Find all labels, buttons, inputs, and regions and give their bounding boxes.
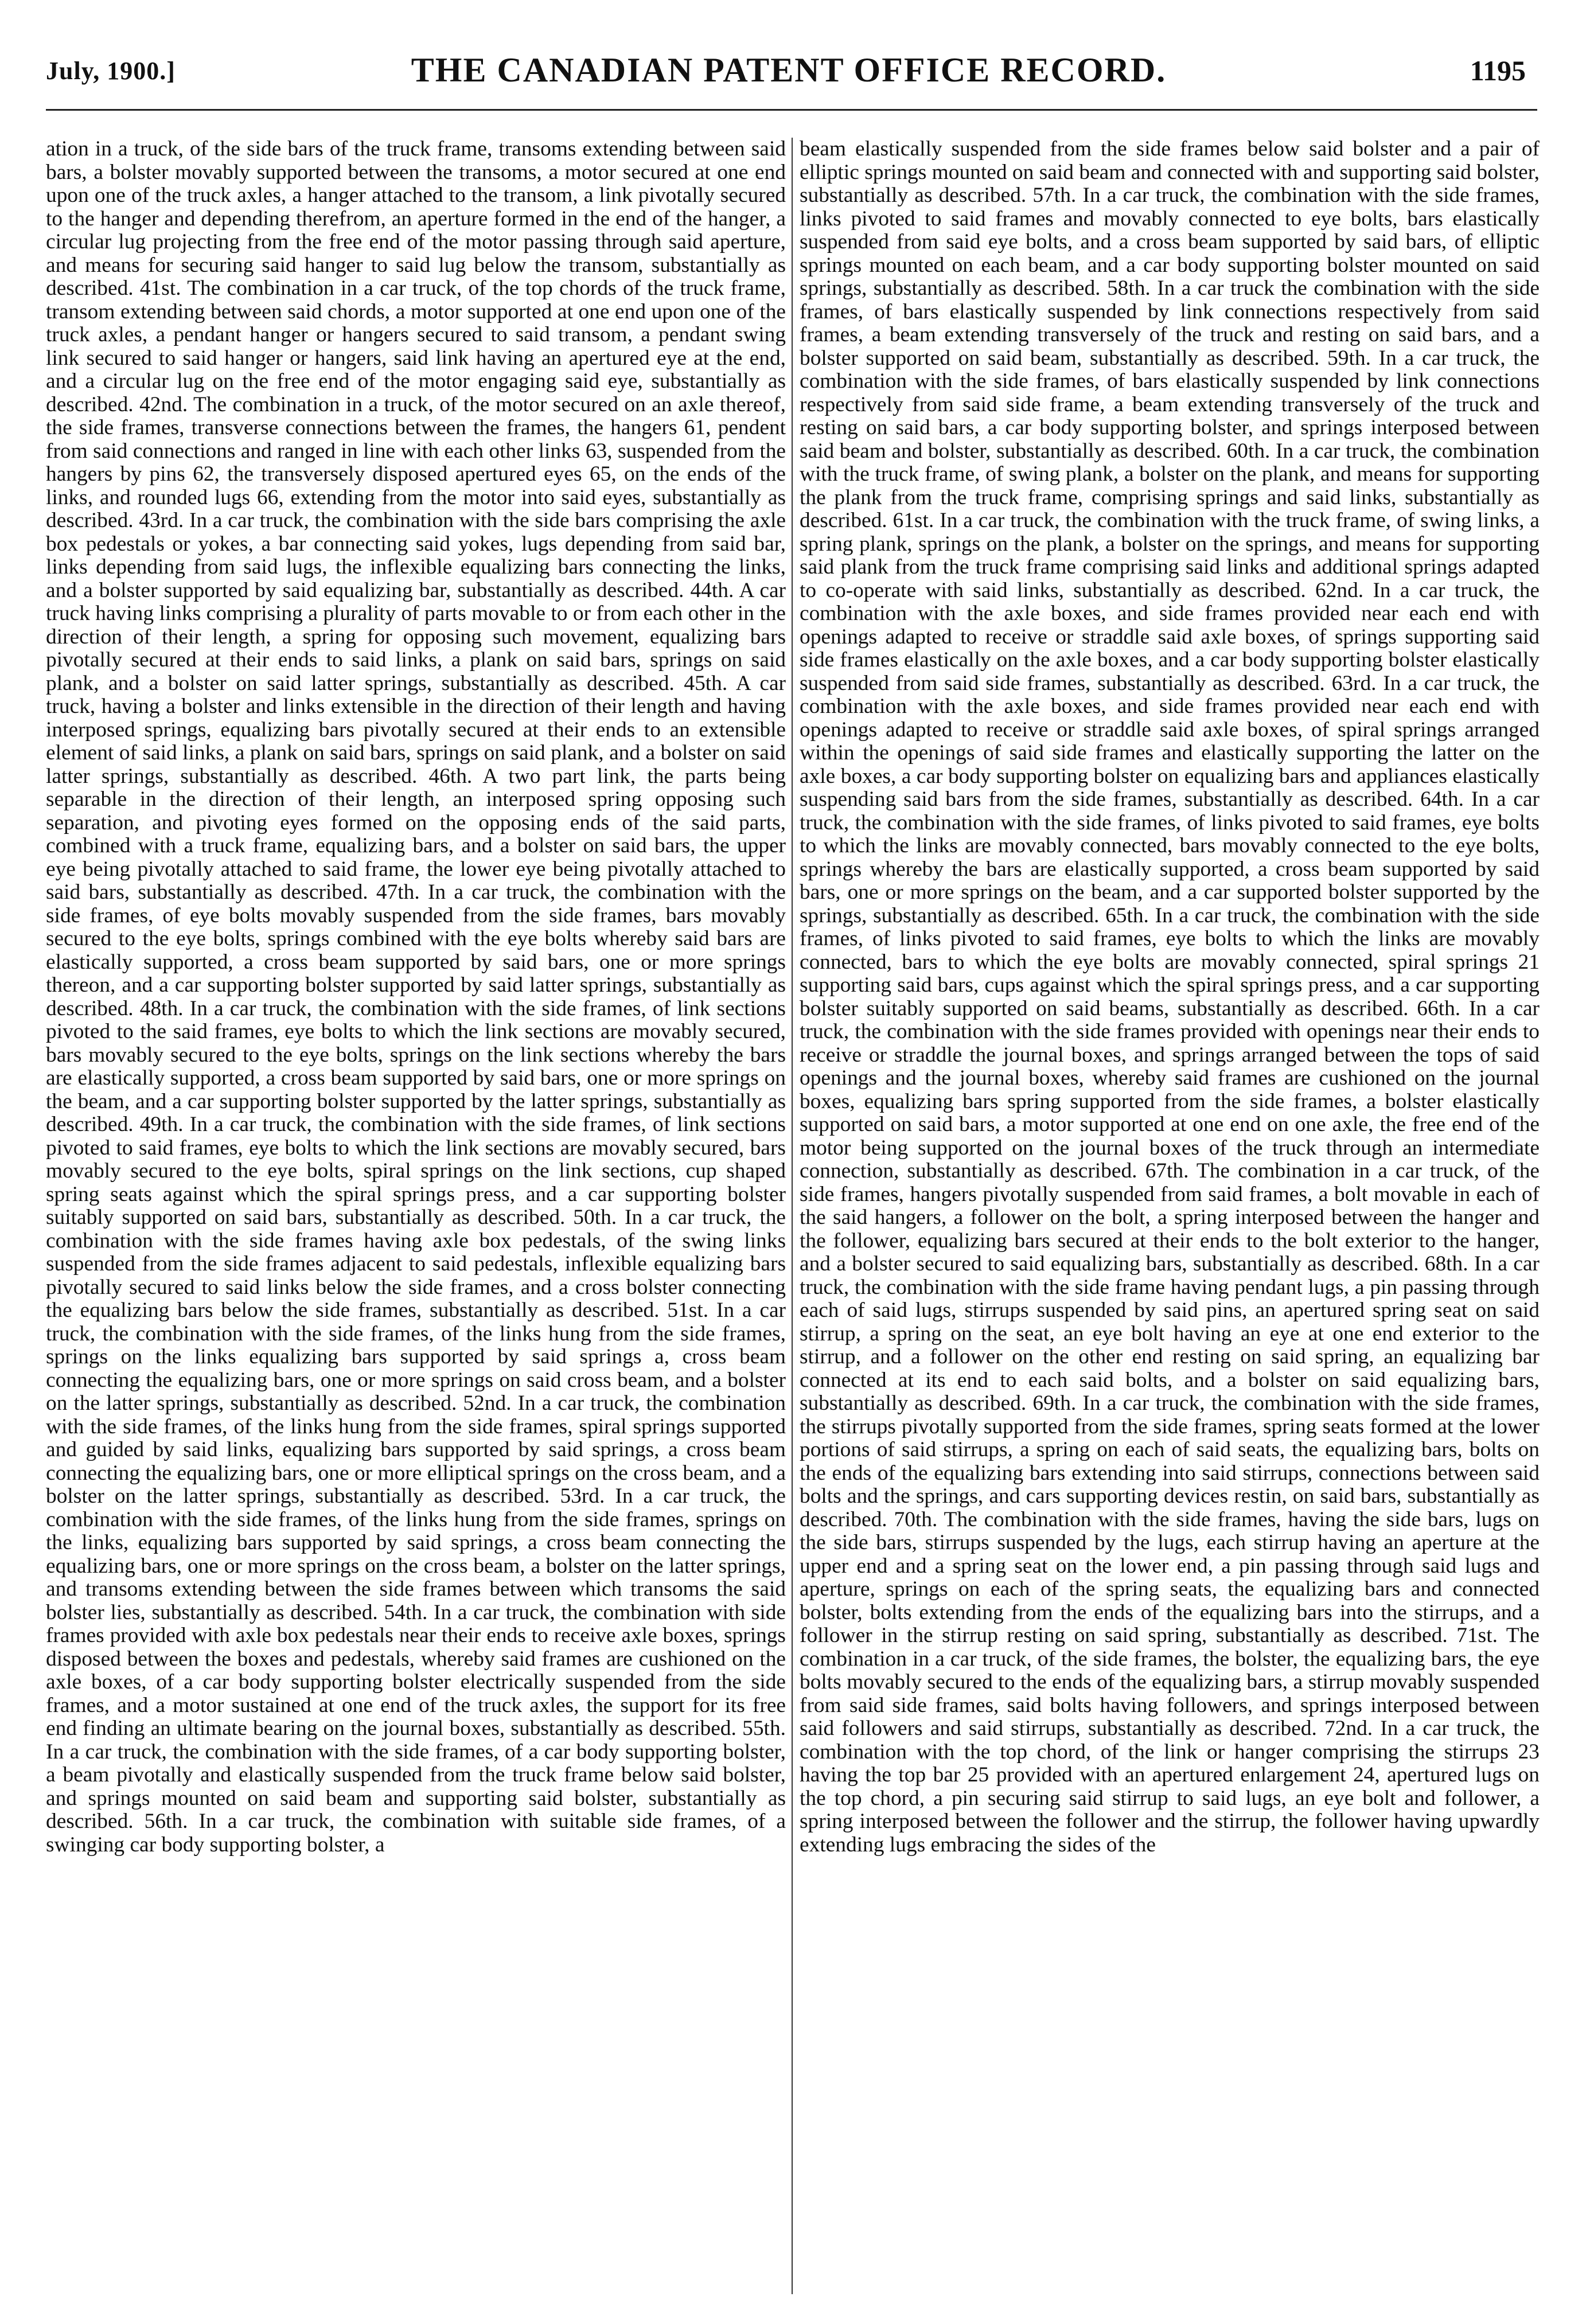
issue-date: July, 1900.]: [46, 57, 176, 85]
journal-title: THE CANADIAN PATENT OFFICE RECORD.: [411, 51, 1167, 89]
column-left-text: ation in a truck, of the side bars of the truck frame, transoms extending between said bars, a bolster movably supported between the transoms, a motor secured at one end upon one of the truck axles, a hanger attached to the transom, a link pivotally secured to the hanger and depending therefrom, an aperture formed in the end of the hanger, a circular lug projecting from the free end of the motor passing through said aperture, and means for securing said hanger to said lug below the transom, substantially as described. 41st. The combination in a car truck, of the top chords of the truck frame, transom extending between said chords, a motor supported at one end upon one of the truck axles, a pendant hanger or hangers secured to said transom, a pendant swing link secured to said hanger or hangers, said link having an apertured eye at the end, and a circular lug on the free end of the motor engaging said eye, substantially as described. 42nd. The combination in a truck, of the motor secured on an axle thereof, the side frames, transverse connections between the frames, the hangers 61, pendent from said connections and ranged in line with each other links 63, suspended from the hangers by pins 62, the transversely disposed apertured eyes 65, on the ends of the links, and rounded lugs 66, extending from the motor into said eyes, substantially as described. 43rd. In a car truck, the combination with the side bars comprising the axle box pedestals or yokes, a bar connecting said yokes, lugs depending from said bar, links depending from said lugs, the inflexible equalizing bars connecting the links, and a bolster supported by said equalizing bar, substantially as described. 44th. A car truck having links comprising a plurality of parts movable to or from each other in the direction of their length, a spring for opposing such movement, equalizing bars pivotally secured at their ends to said links, a plank on said bars, springs on said plank, and a bolster on said latter springs, substantially as described. 45th. A car truck, having a bolster and links extensible in the direction of their length and having interposed springs, equalizing bars pivotally secured at their ends to an extensible element of said links, a plank on said bars, springs on said plank, and a bolster on said latter springs, substantially as described. 46th. A two part link, the parts being separable in the direction of their length, an interposed spring opposing such separation, and pivoting eyes formed on the opposing ends of the said parts, combined with a truck frame, equalizing bars, and a bolster on said bars, the upper eye being pivotally attached to said frame, the lower eye being pivotally attached to said bars, substantially as described. 47th. In a car truck, the combination with the side frames, of eye bolts movably suspended from the side frames, bars movably secured to the eye bolts, springs combined with the eye bolts whereby said bars are elastically supported, a cross beam supported by said bars, one or more springs thereon, and a car supporting bolster supported by said latter springs, substantially as described. 48th. In a car truck, the combination with the side frames, of link sections pivoted to the said frames, eye bolts to which the link sections are movably secured, bars movably secured to the eye bolts, springs on the link sections whereby the bars are elastically supported, a cross beam supported by said bars, one or more springs on the beam, and a car supporting bolster supported by the latter springs, substantially as described. 49th. In a car truck, the combination with the side frames, of link sections pivoted to said frames, eye bolts to which the link sections are movably secured, bars movably secured to the eye bolts, spiral springs on the link sections, cup shaped spring seats against which the spiral springs press, and a car supporting bolster suitably supported on said bars, substantially as described. 50th. In a car truck, the combination with the side frames having axle box pedestals, of the swing links suspended from the side frames adjacent to said pedestals, inflexible equalizing bars pivotally secured to said links below the side frames, and a cross bolster connecting the equalizing bars below the side frames, substantially as described. 51st. In a car truck, the combination with the side frames, of the links hung from the side frames, springs on the links equalizing bars supported by said springs a, cross beam connecting the equalizing bars, one or more springs on said cross beam, and a bolster on the latter springs, substantially as described. 52nd. In a car truck, the combination with the side frames, of the links hung from the side frames, spiral springs supported and guided by said links, equalizing bars supported by said springs, a cross beam connecting the equalizing bars, one or more elliptical springs on the cross beam, and a bolster on the latter springs, substantially as described. 53rd. In a car truck, the combination with the side frames, of the links hung from the side frames, springs on the links, equalizing bars supported by said springs, a cross beam connecting the equalizing bars, one or more springs on the cross beam, a bolster on the latter springs, and transoms extending between the side frames between which transoms the said bolster lies, substantially as described. 54th. In a car truck, the combination with side frames provided with axle box pedestals near their ends to receive axle boxes, springs disposed between the boxes and pedestals, whereby said frames are cushioned on the axle boxes, of a car body supporting bolster electrically suspended from the side frames, and a motor sustained at one end of the truck axles, the support for its free end finding an ultimate bearing on the journal boxes, substantially as described. 55th. In a car truck, the combination with the side frames, of a car body supporting bolster, a beam pivotally and elastically suspended from the truck frame below said bolster, and springs mounted on said beam and supporting said bolster, substantially as described. 56th. In a car truck, the combination with suitable side frames, of a swinging car body supporting bolster, a: [46, 138, 786, 1857]
column-right-text: beam elastically suspended from the side frames below said bolster and a pair of elliptic springs mounted on said beam and connected with and supporting said bolster, substantially as described. 57th. In a car truck, the combination with the side frames, links pivoted to said frames and movably connected to eye bolts, bars elastically suspended from said eye bolts, and a cross beam supported by said bars, of elliptic springs mounted on each beam, and a car body supporting bolster mounted on said springs, substantially as described. 58th. In a car truck the combination with the side frames, of bars elastically suspended by link connections respectively from said frames, a beam extending transversely of the truck and resting on said bars, and a bolster supported on said beam, substantially as described. 59th. In a car truck, the combination with the side frames, of bars elastically suspended by link connections respectively from said side frame, a beam extending transversely of the truck and resting on said bars, a car body supporting bolster, and springs interposed between said beam and bolster, substantially as described. 60th. In a car truck, the combination with the truck frame, of swing plank, a bolster on the plank, and means for supporting the plank from the truck frame, comprising springs and said links, substantially as described. 61st. In a car truck, the combination with the truck frame, of swing links, a spring plank, springs on the plank, a bolster on the springs, and means for supporting said plank from the truck frame comprising said links and additional springs adapted to co-operate with said links, substantially as described. 62nd. In a car truck, the combination with the axle boxes, and side frames provided near each end with openings adapted to receive or straddle said axle boxes, of springs supporting said side frames elastically on the axle boxes, and a car body supporting bolster elastically suspended from said side frames, substantially as described. 63rd. In a car truck, the combination with the axle boxes, and side frames provided near each end with openings adapted to receive or straddle said axle boxes, of spiral springs arranged within the openings of said side frames and elastically supporting the latter on the axle boxes, a car body supporting bolster on equalizing bars and appliances elastically suspending said bars from the side frames, substantially as described. 64th. In a car truck, the combination with the side frames, of links pivoted to said frames, eye bolts to which the links are movably connected, bars movably connected to the eye bolts, springs whereby the bars are elastically supported, a cross beam supported by said bars, one or more springs on the beam, and a car supported bolster supported by the springs, substantially as described. 65th. In a car truck, the combination with the side frames, of links pivoted to said frames, eye bolts to which the links are movably connected, bars to which the eye bolts are movably connected, spiral springs 21 supporting said bars, cups against which the spiral springs press, and a car supporting bolster suitably supported on said beams, substantially as described. 66th. In a car truck, the combination with the side frames provided with openings near their ends to receive or straddle the journal boxes, and springs arranged between the tops of said openings and the journal boxes, whereby said frames are cushioned on the journal boxes, equalizing bars spring supported from the side frames, a bolster elastically supported on said bars, a motor supported at one end on one axle, the free end of the motor being supported on the journal boxes of the truck through an intermediate connection, substantially as described. 67th. The combination in a car truck, of the side frames, hangers pivotally suspended from said frames, a bolt movable in each of the said hangers, a follower on the bolt, a spring interposed between the hanger and the follower, equalizing bars secured at their ends to the bolt exterior to the hanger, and a bolster secured to said equalizing bars, substantially as described. 68th. In a car truck, the combination with the side frame having pendant lugs, a pin passing through each of said lugs, stirrups suspended by said pins, an apertured spring seat on said stirrup, a spring on the seat, an eye bolt having an eye at one end exterior to the stirrup, and a follower on the other end resting on said spring, an equalizing bar connected at its end to each said bolts, and a bolster on said equalizing bars, substantially as described. 69th. In a car truck, the combination with the side frames, the stirrups pivotally supported from the side frames, spring seats formed at the lower portions of said stirrups, a spring on each of said seats, the equalizing bars, bolts on the ends of the equalizing bars extending into said stirrups, connections between said bolts and the springs, and cars supporting devices restin, on said bars, substantially as described. 70th. The combination with the side frames, having the side bars, lugs on the side bars, stirrups suspended by the lugs, each stirrup having an aperture at the upper end and a spring seat on the lower end, a pin passing through said lugs and aperture, springs on each of the spring seats, the equalizing bars and connected bolster, bolts extending from the ends of the equalizing bars into the stirrups, and a follower in the stirrup resting on said spring, substantially as described. 71st. The combination in a car truck, of the side frames, the bolster, the equalizing bars, the eye bolts movably secured to the ends of the equalizing bars, a stirrup movably suspended from said side frames, said bolts having followers, and springs interposed between said followers and said stirrups, substantially as described. 72nd. In a car truck, the combination with the top chord, of the link or hanger comprising the stirrups 23 having the top bar 25 provided with an apertured enlargement 24, apertured lugs on the top chord, a pin securing said stirrup to said lugs, an eye bolt and follower, a spring interposed between the follower and the stirrup, the follower having upwardly extending lugs embracing the sides of the: [800, 138, 1540, 1857]
page-header: [40, 50, 1537, 95]
column-divider: [792, 138, 793, 2294]
text-column-left: [46, 138, 786, 2294]
page-number: 1195: [1470, 54, 1526, 87]
header-rule: [46, 109, 1537, 111]
text-column-right: [800, 138, 1540, 2294]
